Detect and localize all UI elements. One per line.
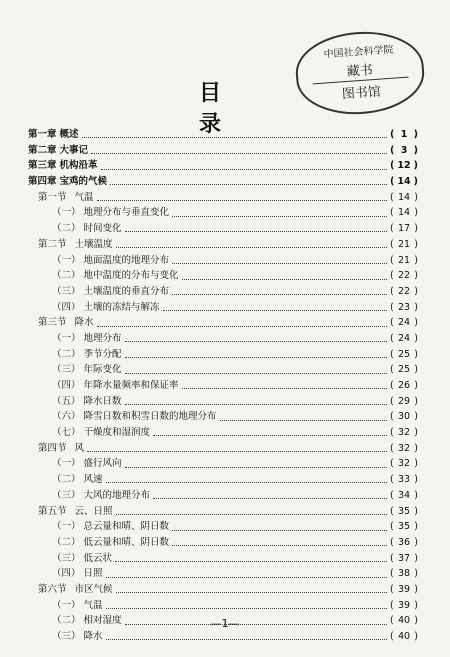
toc-leader-dots — [115, 561, 387, 562]
toc-page-number: 1 — [400, 129, 408, 140]
toc-leader-dots — [172, 294, 387, 295]
toc-entry-number: 第五节 — [38, 505, 67, 517]
toc-entry-number: 第三节 — [38, 317, 67, 329]
toc-entry-page: ( 14 ) — [390, 174, 418, 190]
toc-entry-label: 低云量和晴、阴日数 — [83, 536, 170, 548]
toc-entry-page: ( 17 ) — [390, 221, 418, 237]
toc-page-number: 39 — [397, 583, 411, 595]
toc-entry-label: 大事记 — [59, 144, 89, 156]
toc-page-number: 30 — [397, 411, 411, 423]
library-stamp — [293, 28, 426, 119]
toc-leader-dots — [106, 577, 387, 578]
toc-entry — [28, 253, 418, 269]
toc-leader-dots — [116, 514, 387, 515]
toc-entry-number: 第三章 — [28, 160, 57, 172]
toc-leader-dots — [82, 137, 387, 138]
toc-entry-label: 市区气候 — [74, 583, 113, 595]
toc-entry — [28, 535, 418, 551]
toc-leader-dots — [125, 357, 387, 358]
toc-leader-dots — [172, 530, 387, 531]
toc-page-number: 23 — [397, 301, 411, 313]
toc-entry-number: （二） — [52, 536, 81, 548]
toc-entry — [28, 143, 418, 159]
toc-entry-number: （四） — [52, 380, 81, 391]
toc-entry-label: 地理分布与垂直变化 — [83, 207, 170, 219]
toc-entry-label: 干燥度和湿润度 — [83, 427, 151, 439]
toc-entry — [28, 566, 418, 582]
toc-entry — [28, 472, 418, 488]
toc-leader-dots — [125, 373, 387, 374]
toc-entry-number: （五） — [52, 395, 81, 407]
toc-page-number: 32 — [397, 458, 411, 470]
toc-leader-dots — [220, 420, 387, 421]
toc-entry-number: （二） — [52, 348, 81, 360]
toc-entry-label: 概述 — [59, 129, 79, 140]
page-number: —1— — [210, 617, 240, 630]
toc-entry-label: 年际变化 — [83, 364, 122, 376]
toc-entry — [28, 174, 418, 190]
toc-entry-label: 气温 — [74, 191, 94, 203]
toc-entry — [28, 268, 418, 284]
toc-entry-number: （一） — [52, 254, 81, 266]
toc-page-number: 40 — [397, 615, 411, 627]
toc-entry-label: 降水 — [74, 317, 94, 329]
toc-page-number: 22 — [397, 285, 411, 297]
toc-entry-number: （一） — [52, 332, 81, 344]
toc-leader-dots — [125, 404, 387, 405]
toc-entry-page: ( 21 ) — [390, 253, 418, 269]
toc-leader-dots — [125, 341, 387, 342]
toc-entry — [28, 362, 418, 378]
toc-page-number: 37 — [397, 552, 411, 564]
toc-leader-dots — [163, 310, 387, 311]
toc-entry-number: （二） — [52, 270, 81, 282]
toc-leader-dots — [101, 169, 387, 170]
toc-page-number: 12 — [397, 160, 411, 172]
toc-page-number: 32 — [397, 427, 411, 439]
toc-page-number: 21 — [397, 238, 411, 250]
toc-entry — [28, 127, 418, 143]
toc-entry-page: ( 38 ) — [390, 566, 418, 582]
toc-page-number: 21 — [397, 254, 411, 266]
toc-entry-page: ( 32 ) — [390, 441, 418, 457]
toc-leader-dots — [172, 263, 387, 264]
toc-entry-label: 宝鸡的气候 — [59, 176, 108, 188]
toc-entry-label: 土壤的冻结与解冻 — [83, 301, 160, 313]
toc-entry — [28, 551, 418, 567]
toc-entry — [28, 409, 418, 425]
toc-page-number: 32 — [397, 442, 411, 454]
toc-leader-dots — [97, 200, 387, 201]
toc-page-number: 36 — [397, 536, 411, 548]
toc-entry-number: （三） — [52, 552, 81, 564]
toc-page-number: 22 — [397, 270, 411, 282]
toc-entry-label: 降水 — [83, 631, 103, 642]
toc-entry — [28, 284, 418, 300]
toc-entry — [28, 425, 418, 441]
toc-entry-number: （三） — [52, 631, 81, 642]
toc-page-number: 26 — [397, 380, 411, 391]
toc-entry — [28, 488, 418, 504]
toc-entry-page: ( 3 ) — [390, 143, 418, 159]
toc-entry-page: ( 14 ) — [390, 205, 418, 221]
toc-entry — [28, 629, 418, 645]
toc-entry-label: 降雪日数和积雪日数的地理分布 — [83, 411, 217, 423]
toc-entry-label: 地面温度的地理分布 — [83, 254, 170, 266]
toc-page-number: 24 — [397, 332, 411, 344]
toc-entry-number: 第一节 — [38, 191, 67, 203]
toc-entry — [28, 456, 418, 472]
toc-entry-label: 年降水量频率和保证率 — [83, 380, 179, 391]
toc-page-number: 17 — [397, 223, 411, 235]
stamp-library: 图书馆 — [341, 84, 382, 103]
toc-leader-dots — [116, 247, 387, 248]
toc-entry-label: 降水日数 — [83, 395, 122, 407]
toc-entry-label: 总云量和晴、阴日数 — [83, 521, 170, 533]
toc-entry — [28, 237, 418, 253]
toc-leader-dots — [172, 216, 387, 217]
stamp-institution: 中国社会科学院 — [323, 44, 394, 61]
toc-leader-dots — [153, 498, 387, 499]
toc-entry — [28, 504, 418, 520]
toc-entry-page: ( 24 ) — [390, 315, 418, 331]
toc-page-number: 29 — [397, 395, 411, 407]
toc-entry-number: 第二节 — [38, 238, 67, 250]
toc-leader-dots — [172, 545, 387, 546]
toc-entry-label: 土壤温度 — [74, 238, 113, 250]
toc-entry-number: （一） — [52, 207, 81, 219]
toc-page-number: 33 — [397, 474, 411, 486]
toc-entry-number: 第四节 — [38, 442, 67, 454]
toc-entry-page: ( 21 ) — [390, 237, 418, 253]
toc-entry-page: ( 35 ) — [390, 504, 418, 520]
toc-entry-number: 第六节 — [38, 583, 67, 595]
toc-leader-dots — [87, 451, 387, 452]
toc-leader-dots — [182, 279, 387, 280]
toc-entry-page: ( 1 ) — [390, 127, 418, 143]
toc-page-number: 25 — [397, 348, 411, 360]
toc-leader-dots — [125, 231, 387, 232]
toc-page-number: 14 — [397, 191, 411, 203]
toc-page-number: 24 — [397, 317, 411, 329]
toc-entry — [28, 519, 418, 535]
toc-entry — [28, 394, 418, 410]
toc-entry-label: 风 — [74, 442, 85, 454]
toc-entry-number: （四） — [52, 568, 81, 580]
toc-entry — [28, 221, 418, 237]
toc-entry-page: ( 22 ) — [390, 284, 418, 300]
toc-leader-dots — [116, 592, 387, 593]
toc-entry-number: （一） — [52, 458, 81, 470]
toc-entry — [28, 205, 418, 221]
toc-entry-page: ( 32 ) — [390, 425, 418, 441]
toc-entry-number: 第一章 — [28, 129, 57, 140]
toc-entry — [28, 441, 418, 457]
toc-entry — [28, 598, 418, 614]
toc-leader-dots — [153, 435, 387, 436]
toc-entry — [28, 158, 418, 174]
toc-entry-label: 机构沿革 — [59, 160, 98, 172]
stamp-collection: 藏书 — [346, 63, 374, 80]
toc-entry-label: 气温 — [83, 599, 103, 611]
table-of-contents — [28, 127, 418, 645]
toc-entry — [28, 582, 418, 598]
toc-entry — [28, 300, 418, 316]
toc-entry-page: ( 37 ) — [390, 551, 418, 567]
toc-entry-number: （一） — [52, 599, 81, 611]
toc-entry-page: ( 25 ) — [390, 362, 418, 378]
toc-entry-page: ( 22 ) — [390, 268, 418, 284]
toc-leader-dots — [106, 639, 387, 640]
toc-entry-page: ( 40 ) — [390, 613, 418, 629]
toc-page-number: 39 — [397, 599, 411, 611]
toc-entry-page: ( 12 ) — [390, 158, 418, 174]
toc-page-number: 40 — [397, 631, 411, 642]
toc-entry — [28, 190, 418, 206]
toc-entry-page: ( 35 ) — [390, 519, 418, 535]
toc-leader-dots — [125, 467, 387, 468]
toc-leader-dots — [110, 184, 387, 185]
toc-entry-page: ( 32 ) — [390, 456, 418, 472]
toc-entry-number: （三） — [52, 364, 81, 376]
toc-entry-page: ( 23 ) — [390, 300, 418, 316]
toc-entry-page: ( 24 ) — [390, 331, 418, 347]
toc-entry-label: 地中温度的分布与变化 — [83, 270, 179, 282]
toc-entry-number: 第四章 — [28, 176, 57, 188]
toc-leader-dots — [182, 388, 387, 389]
toc-entry-number: （二） — [52, 223, 81, 235]
toc-page-number: 14 — [397, 207, 411, 219]
page-title: 目 录 — [198, 81, 261, 137]
toc-entry-page: ( 39 ) — [390, 598, 418, 614]
toc-page-number: 3 — [400, 144, 408, 156]
toc-entry-label: 地理分布 — [83, 332, 122, 344]
toc-entry-label: 风速 — [83, 474, 103, 486]
toc-entry-page: ( 14 ) — [390, 190, 418, 206]
toc-entry-number: （三） — [52, 285, 81, 297]
toc-leader-dots — [106, 482, 387, 483]
toc-page-number: 35 — [397, 505, 411, 517]
toc-entry-label: 盛行风向 — [83, 458, 122, 470]
toc-entry-page: ( 34 ) — [390, 488, 418, 504]
toc-entry-label: 季节分配 — [83, 348, 122, 360]
toc-page-number: 35 — [397, 521, 411, 533]
toc-entry-label: 低云状 — [83, 552, 113, 564]
toc-entry-number: （三） — [52, 489, 81, 501]
toc-entry-page: ( 25 ) — [390, 347, 418, 363]
toc-entry — [28, 347, 418, 363]
toc-entry-number: （四） — [52, 301, 81, 313]
toc-entry-page: ( 39 ) — [390, 582, 418, 598]
toc-leader-dots — [97, 326, 387, 327]
toc-entry-number: （一） — [52, 521, 81, 533]
toc-entry-number: （二） — [52, 615, 81, 627]
toc-entry — [28, 315, 418, 331]
toc-entry-number: （六） — [52, 411, 81, 423]
toc-entry — [28, 331, 418, 347]
toc-entry-label: 土壤温度的垂直分布 — [83, 285, 170, 297]
toc-page-number: 14 — [397, 176, 411, 188]
toc-entry-page: ( 33 ) — [390, 472, 418, 488]
toc-entry-page: ( 26 ) — [390, 378, 418, 394]
toc-page-number: 25 — [397, 364, 411, 376]
toc-entry-label: 时间变化 — [83, 223, 122, 235]
toc-leader-dots — [106, 608, 387, 609]
toc-entry — [28, 378, 418, 394]
toc-entry-page: ( 40 ) — [390, 629, 418, 645]
toc-page-number: 38 — [397, 568, 411, 580]
toc-entry-number: （二） — [52, 474, 81, 486]
toc-leader-dots — [91, 153, 387, 154]
toc-entry-label: 大风的地理分布 — [83, 489, 151, 501]
toc-entry-number: 第二章 — [28, 144, 57, 156]
toc-entry-label: 日照 — [83, 568, 103, 580]
toc-entry-label: 相对湿度 — [83, 615, 122, 627]
toc-entry-number: （七） — [52, 427, 81, 439]
toc-entry-page: ( 30 ) — [390, 409, 418, 425]
toc-page-number: 34 — [397, 489, 411, 501]
toc-entry-label: 云、日照 — [74, 505, 113, 517]
toc-entry-page: ( 29 ) — [390, 394, 418, 410]
toc-entry-page: ( 36 ) — [390, 535, 418, 551]
